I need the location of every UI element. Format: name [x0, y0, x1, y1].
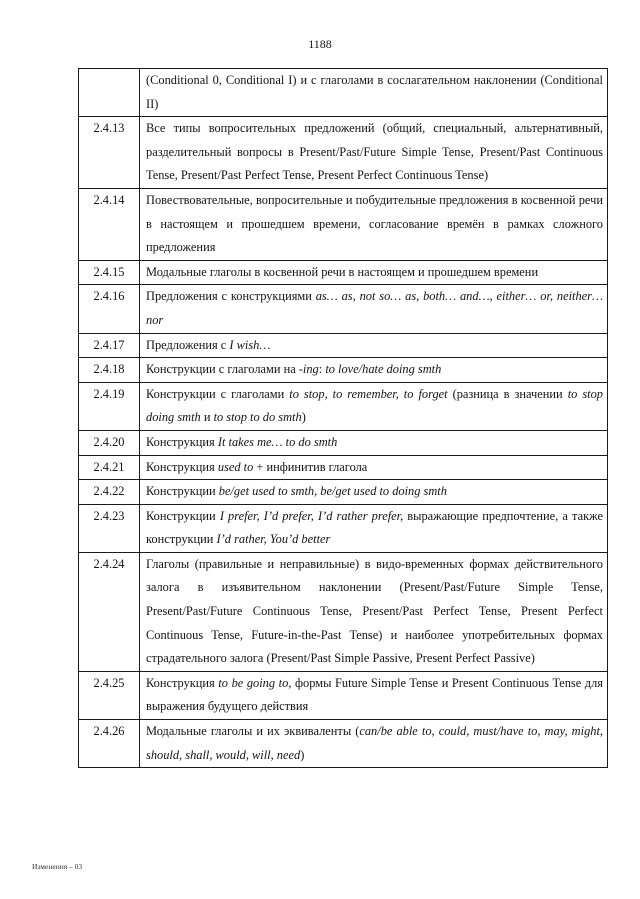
row-number-cell: 2.4.22 — [79, 480, 140, 505]
table-row — [79, 455, 608, 480]
italic-text-fragment: I wish… — [229, 337, 271, 352]
row-number-cell: 2.4.24 — [79, 552, 140, 671]
row-number-cell: 2.4.18 — [79, 358, 140, 383]
table-body — [79, 69, 608, 768]
row-number-cell: 2.4.20 — [79, 430, 140, 455]
topic-description-cell — [140, 69, 608, 117]
text-fragment: , формы Future Simple Tense и Present Continuous Tense для выражения будущего действия — [146, 675, 603, 714]
topic-description-cell — [140, 552, 608, 671]
topic-description-cell — [140, 382, 608, 430]
table-row — [79, 260, 608, 285]
text-fragment: Глаголы (правильные и неправильные) в видо-временных формах действительного залога в изъявительном наклонении (Present/Past/Future Simple Tense, Present/Past/Future Continuous Tense, Present/Past Perfect Tense, Present Perfect Continuous Tense, Future-in-the-Past Tense) и наиболее употребительных формах страдательного залога (Present/Past Simple Passive, Present Perfect Passive) — [146, 556, 603, 666]
text-fragment: Конструкции — [146, 508, 220, 523]
table-row — [79, 117, 608, 189]
text-fragment: : — [318, 362, 326, 377]
grammar-topics-table — [78, 68, 608, 768]
table-row — [79, 480, 608, 505]
table-row — [79, 333, 608, 358]
topic-description-cell — [140, 117, 608, 189]
italic-text-fragment: to love/hate doing smth — [325, 362, 442, 377]
topic-description-cell — [140, 333, 608, 358]
row-number-cell: 2.4.13 — [79, 117, 140, 189]
text-fragment: Модальные глаголы в косвенной речи в настоящем и прошедшем времени — [146, 264, 539, 279]
text-fragment: (Conditional 0, Conditional I) и с глаголами в сослагательном наклонении (Conditional II) — [146, 73, 603, 111]
topic-description-cell — [140, 480, 608, 505]
table-row — [79, 671, 608, 719]
italic-text-fragment: used to — [217, 459, 254, 474]
topic-description-cell — [140, 430, 608, 455]
topic-description-cell — [140, 188, 608, 260]
topic-description-cell — [140, 671, 608, 719]
text-fragment: Повествовательные, вопросительные и побудительные предложения в косвенной речи в настоящем и прошедшем времени, согласование времён в рамках сложного предложения — [146, 192, 603, 255]
table-row — [79, 430, 608, 455]
text-fragment: и — [200, 410, 214, 425]
topic-description-cell — [140, 358, 608, 383]
text-fragment: выражающие предпочтение, а также конструкции — [146, 508, 603, 547]
text-fragment: Конструкции — [146, 484, 219, 499]
italic-text-fragment: I’d rather, You’d better — [216, 532, 331, 547]
row-number-cell: 2.4.23 — [79, 504, 140, 552]
italic-text-fragment: as… as, not so… as, both… and…, either… or, neither… nor — [146, 289, 603, 327]
text-fragment: Конструкция — [146, 434, 218, 449]
text-fragment: Модальные глаголы и их эквиваленты ( — [146, 724, 360, 739]
row-number-cell: 2.4.19 — [79, 382, 140, 430]
table-row — [79, 69, 608, 117]
text-fragment: Конструкция — [146, 675, 219, 690]
table-row — [79, 552, 608, 671]
text-fragment: Все типы вопросительных предложений (общий, специальный, альтернативный, разделительный вопросы в Present/Past/Future Simple Tense, Present/Past Continuous Tense, Present/Past Perfect Tense, Present Perfect Continuous Tense) — [146, 121, 603, 183]
italic-text-fragment: to stop to do smth — [213, 410, 302, 425]
text-fragment: + инфинитив глагола — [253, 459, 368, 474]
table-row — [79, 285, 608, 333]
footer-revision-note: Изменения – 03 — [32, 862, 83, 871]
italic-text-fragment: -ing — [298, 362, 319, 377]
topic-description-cell — [140, 504, 608, 552]
italic-text-fragment: It takes me… to do smth — [217, 434, 338, 449]
topic-description-cell — [140, 260, 608, 285]
table-row — [79, 504, 608, 552]
italic-text-fragment: be/get used to smth, be/get used to doing smth — [218, 484, 447, 499]
table-row — [79, 382, 608, 430]
table-row — [79, 188, 608, 260]
italic-text-fragment: to stop, to remember, to forget — [289, 386, 448, 401]
italic-text-fragment: can/be able to, could, must/have to, may, might, should, shall, would, will, need — [146, 724, 603, 762]
topic-description-cell — [140, 720, 608, 768]
topic-description-cell — [140, 455, 608, 480]
topic-description-cell — [140, 285, 608, 333]
text-fragment: (разница в значении — [447, 386, 568, 401]
text-fragment: ) — [300, 747, 305, 762]
text-fragment: Предложения с — [146, 337, 230, 352]
table-row — [79, 358, 608, 383]
text-fragment: Предложения с конструкциями — [146, 289, 316, 304]
italic-text-fragment: to be going to — [218, 675, 289, 690]
italic-text-fragment: to stop doing smth — [146, 386, 603, 425]
row-number-cell: 2.4.16 — [79, 285, 140, 333]
row-number-cell — [79, 69, 140, 117]
text-fragment: Конструкции с глаголами — [146, 386, 290, 401]
row-number-cell: 2.4.15 — [79, 260, 140, 285]
text-fragment: ) — [301, 410, 306, 425]
table-row — [79, 720, 608, 768]
text-fragment: Конструкции с глаголами на — [146, 362, 299, 377]
row-number-cell: 2.4.25 — [79, 671, 140, 719]
row-number-cell: 2.4.14 — [79, 188, 140, 260]
text-fragment: Конструкция — [146, 459, 218, 474]
row-number-cell: 2.4.21 — [79, 455, 140, 480]
row-number-cell: 2.4.26 — [79, 720, 140, 768]
italic-text-fragment: I prefer, I’d prefer, I’d rather prefer, — [219, 508, 404, 523]
page-number: 1188 — [308, 37, 332, 51]
row-number-cell: 2.4.17 — [79, 333, 140, 358]
